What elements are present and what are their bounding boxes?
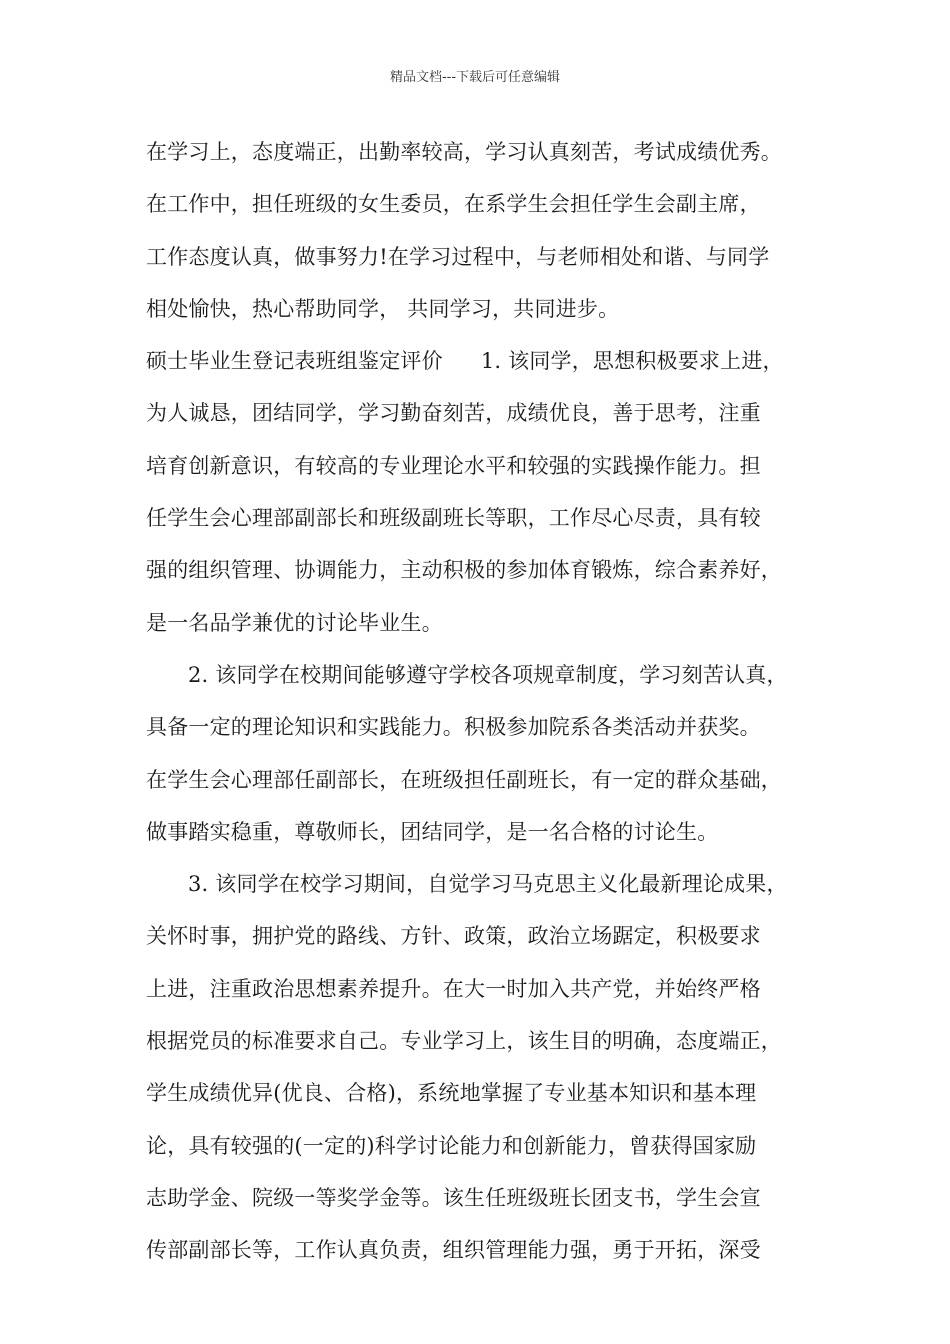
text-line: 在学习上，态度端正，出勤率较高，学习认真刻苦，考试成绩优秀。: [146, 140, 782, 164]
text-line: 上进，注重政治思想素养提升。在大一时加入共产党，并始终严格: [146, 976, 761, 1001]
text-line: 学生成绩优异(优良、合格)，系统地掌握了专业基本知识和基本理: [146, 1081, 757, 1106]
text-line: 具备一定的理论知识和实践能力。积极参加院系各类活动并获奖。: [146, 715, 761, 740]
text-line-heading: [146, 337, 836, 389]
text-line: 关怀时事，拥护党的路线、方针、政策，政治立场踞定，积极要求: [146, 924, 761, 949]
text-line: 为人诚恳，团结同学，学习勤奋刻苦，成绩优良，善于思考，注重: [146, 401, 761, 426]
text-line-indented: 2. 该同学在校期间能够遵守学校各项规章制度，学习刻苦认真，: [188, 662, 788, 687]
text-line: 工作态度认真，做事努力!在学习过程中，与老师相处和谐、与同学: [146, 244, 770, 269]
text-line: 相处愉快，热心帮助同学， 共同学习，共同进步。: [146, 296, 620, 321]
text-line: 强的组织管理、协调能力，主动积极的参加体育锻炼，综合素养好，: [146, 558, 782, 583]
text-line: 是一名品学兼优的讨论毕业生。: [146, 610, 443, 635]
text-line: 做事踏实稳重，尊敬师长，团结同学，是一名合格的讨论生。: [146, 819, 719, 844]
text-line: 志助学金、院级一等奖学金等。该生任班级班长团支书，学生会宣: [146, 1185, 761, 1210]
text-line: 任学生会心理部副部长和班级副班长等职，工作尽心尽责，具有较: [146, 506, 761, 531]
text-line: 在学生会心理部任副部长，在班级担任副班长，有一定的群众基础，: [146, 767, 782, 792]
text-line: 论，具有较强的(一定的)科学讨论能力和创新能力，曾获得国家励: [146, 1133, 757, 1158]
text-line-indented: 3. 该同学在校学习期间，自觉学习马克思主义化最新理论成果，: [188, 872, 788, 897]
page-header: 精品文档---下载后可任意编辑: [389, 70, 561, 85]
text-line: 根据党员的标准要求自己。专业学习上，该生目的明确，态度端正，: [146, 1029, 782, 1054]
text-line: 在工作中，担任班级的女生委员，在系学生会担任学生会副主席，: [146, 192, 761, 217]
text-line: 传部副部长等，工作认真负责，组织管理能力强，勇于开拓，深受: [146, 1238, 761, 1263]
text-segment: 1. 该同学，思想积极要求上进，: [480, 349, 784, 374]
document-body: [146, 128, 836, 1279]
section-heading: 硕士毕业生登记表班组鉴定评价: [146, 349, 443, 374]
text-line: 培育创新意识，有较高的专业理论水平和较强的实践操作能力。担: [146, 453, 761, 478]
